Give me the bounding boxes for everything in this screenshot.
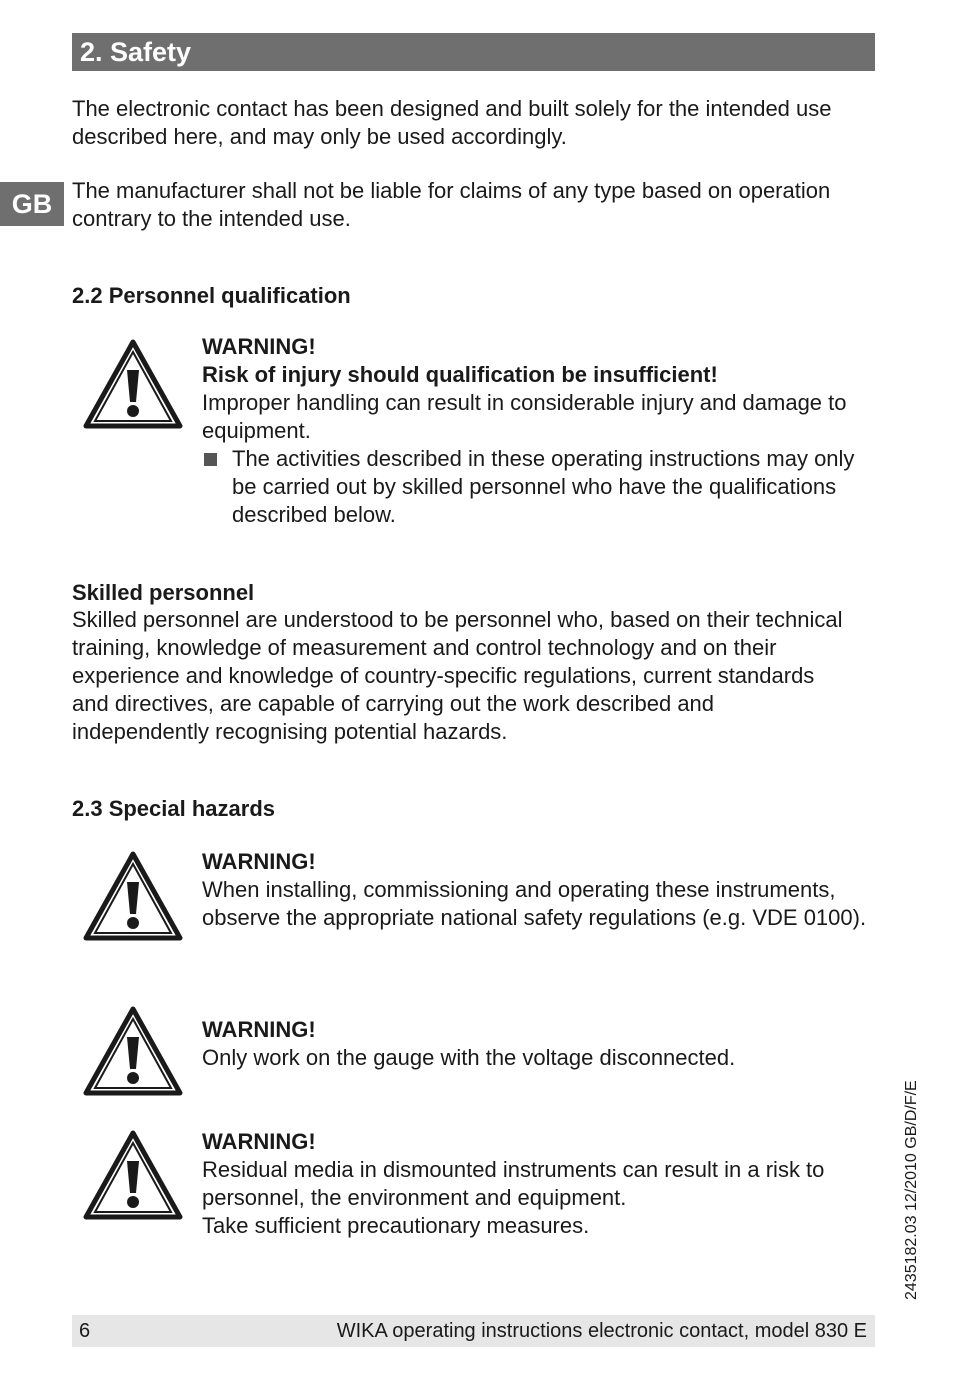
warning-title: WARNING! [202, 1129, 316, 1154]
warning-text: Improper handling can result in considerable injury and damage to equipment. [202, 390, 847, 443]
bullet-square-icon [204, 453, 217, 466]
page-number: 6 [79, 1320, 91, 1342]
warning-title: WARNING! [202, 849, 316, 874]
warning-text-2: Take sufficient precautionary measures. [202, 1213, 590, 1238]
skilled-personnel-text: Skilled personnel are understood to be personnel who, based on their technical training, knowledge of measurement and control technology and on their experience and knowledge of country-specific regulations, current standards and directives, are capable of carrying out the work described and independently recognising potential hazards. [72, 607, 843, 744]
warning-triangle-icon [82, 850, 184, 942]
warning-text: Only work on the gauge with the voltage disconnected. [202, 1045, 736, 1070]
warning-title: WARNING! [202, 1017, 316, 1042]
intro-paragraph-1: The electronic contact has been designed and built solely for the intended use described here, and may only be used accordingly. [72, 96, 832, 149]
personnel-warning [202, 333, 877, 529]
intro-paragraph-2: The manufacturer shall not be liable for claims of any type based on operation contrary to the intended use. [72, 178, 831, 231]
personnel-heading: 2.2 Personnel qualification [72, 283, 351, 308]
bullet-text: The activities described in these operating instructions may only be carried out by skilled personnel who have the qualifications described below. [232, 446, 855, 527]
hazard-warning-3 [202, 1128, 862, 1240]
section-header [72, 33, 875, 71]
hazard-warning-2 [202, 1016, 877, 1072]
warning-triangle-icon [82, 338, 184, 430]
warning-subtitle: Risk of injury should qualification be insufficient! [202, 362, 718, 387]
skilled-personnel-heading: Skilled personnel [72, 580, 255, 605]
warning-triangle-icon [82, 1129, 184, 1221]
warning-text: When installing, commissioning and operating these instruments, observe the appropriate national safety regulations (e.g. VDE 0100). [202, 877, 867, 930]
page-footer [72, 1315, 875, 1347]
warning-text: Residual media in dismounted instruments can result in a risk to personnel, the environment and equipment. [202, 1157, 825, 1210]
warning-triangle-icon [82, 1005, 184, 1097]
section-title: 2. Safety [80, 37, 192, 67]
warning-bullet [202, 445, 877, 529]
language-tab: GB [0, 182, 64, 226]
document-code: 2435182.03 12/2010 GB/D/F/E [903, 1080, 920, 1300]
hazard-warning-1 [202, 848, 877, 932]
hazards-heading: 2.3 Special hazards [72, 796, 275, 821]
warning-title: WARNING! [202, 334, 316, 359]
footer-title: WIKA operating instructions electronic contact, model 830 E [336, 1320, 867, 1342]
